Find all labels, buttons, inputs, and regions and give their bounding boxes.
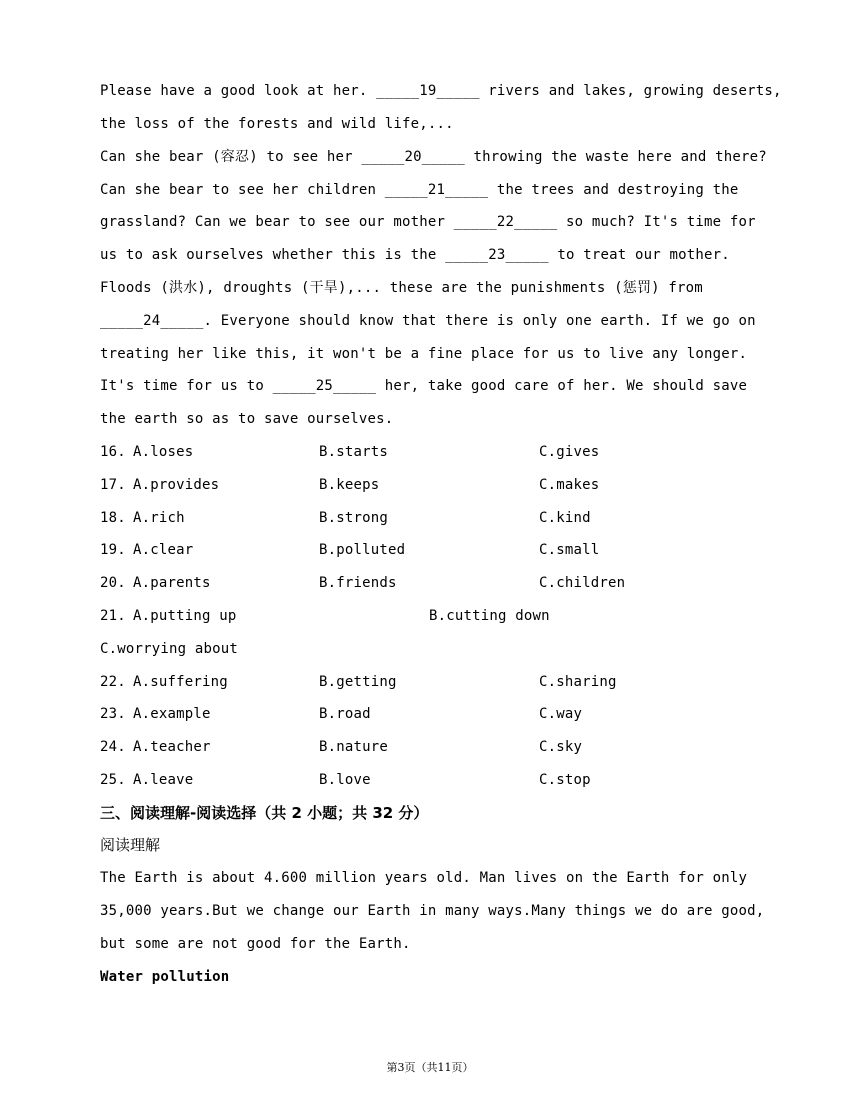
option-a[interactable]: A.leave — [133, 772, 194, 788]
passage-line: It's time for us to _____25_____ her, take good care of her. We should save — [100, 378, 748, 394]
option-a[interactable]: A.teacher — [133, 739, 211, 755]
option-c[interactable]: C.way — [539, 706, 583, 722]
question-number: 17. — [100, 477, 126, 493]
passage-line: Floods (洪水), droughts (干旱),... these are the punishments (惩罚) from — [100, 280, 703, 296]
passage-line: the earth so as to save ourselves. — [100, 411, 394, 427]
section-heading: 三、阅读理解-阅读选择（共 2 小题；共 32 分） — [100, 804, 429, 822]
passage-line: treating her like this, it won't be a fine place for us to live any longer. — [100, 346, 748, 362]
option-b[interactable]: B.road — [319, 706, 371, 722]
option-a[interactable]: A.example — [133, 706, 211, 722]
option-c[interactable]: C.kind — [539, 510, 591, 526]
passage-line: us to ask ourselves whether this is the _____23_____ to treat our mother. — [100, 247, 730, 263]
option-a[interactable]: A.rich — [133, 510, 185, 526]
question-number: 16. — [100, 444, 126, 460]
passage-line: Can she bear (容忍) to see her _____20_____ throwing the waste here and there? — [100, 149, 767, 165]
question-number: 21. — [100, 608, 126, 624]
option-c[interactable]: C.small — [539, 542, 600, 558]
question-number: 24. — [100, 739, 126, 755]
option-c[interactable]: C.stop — [539, 772, 591, 788]
passage-line: the loss of the forests and wild life,... — [100, 116, 454, 132]
passage-line: Can she bear to see her children _____21_____ the trees and destroying the — [100, 182, 739, 198]
option-c[interactable]: C.sky — [539, 739, 583, 755]
option-c[interactable]: C.makes — [539, 477, 600, 493]
option-a[interactable]: A.loses — [133, 444, 194, 460]
reading-line: but some are not good for the Earth. — [100, 936, 411, 952]
option-b[interactable]: B.nature — [319, 739, 389, 755]
reading-line: 35,000 years.But we change our Earth in many ways.Many things we do are good, — [100, 903, 765, 919]
page-footer: 第3页（共11页） — [386, 1061, 474, 1074]
passage-line: Please have a good look at her. _____19_____ rivers and lakes, growing deserts, — [100, 83, 782, 99]
question-number: 19. — [100, 542, 126, 558]
option-c[interactable]: C.gives — [539, 444, 600, 460]
section-subheading: 阅读理解 — [100, 836, 161, 854]
option-c[interactable]: C.sharing — [539, 674, 617, 690]
question-number: 22. — [100, 674, 126, 690]
question-number: 23. — [100, 706, 126, 722]
option-b[interactable]: B.keeps — [319, 477, 380, 493]
option-c[interactable]: C.children — [539, 575, 626, 591]
option-b[interactable]: B.cutting down — [429, 608, 550, 624]
question-number: 18. — [100, 510, 126, 526]
option-a[interactable]: A.putting up — [133, 608, 237, 624]
passage-line: _____24_____. Everyone should know that there is only one earth. If we go on — [100, 313, 756, 329]
reading-subtitle: Water pollution — [100, 969, 230, 985]
option-b[interactable]: B.love — [319, 772, 371, 788]
reading-line: The Earth is about 4.600 million years old. Man lives on the Earth for only — [100, 870, 748, 886]
option-b[interactable]: B.strong — [319, 510, 389, 526]
option-b[interactable]: B.starts — [319, 444, 389, 460]
option-b[interactable]: B.friends — [319, 575, 397, 591]
option-a[interactable]: A.clear — [133, 542, 194, 558]
option-a[interactable]: A.parents — [133, 575, 211, 591]
question-number: 20. — [100, 575, 126, 591]
option-c[interactable]: C.worrying about — [100, 641, 239, 657]
option-b[interactable]: B.getting — [319, 674, 397, 690]
question-number: 25. — [100, 772, 126, 788]
option-a[interactable]: A.suffering — [133, 674, 228, 690]
option-b[interactable]: B.polluted — [319, 542, 406, 558]
option-a[interactable]: A.provides — [133, 477, 220, 493]
passage-line: grassland? Can we bear to see our mother _____22_____ so much? It's time for — [100, 214, 756, 230]
